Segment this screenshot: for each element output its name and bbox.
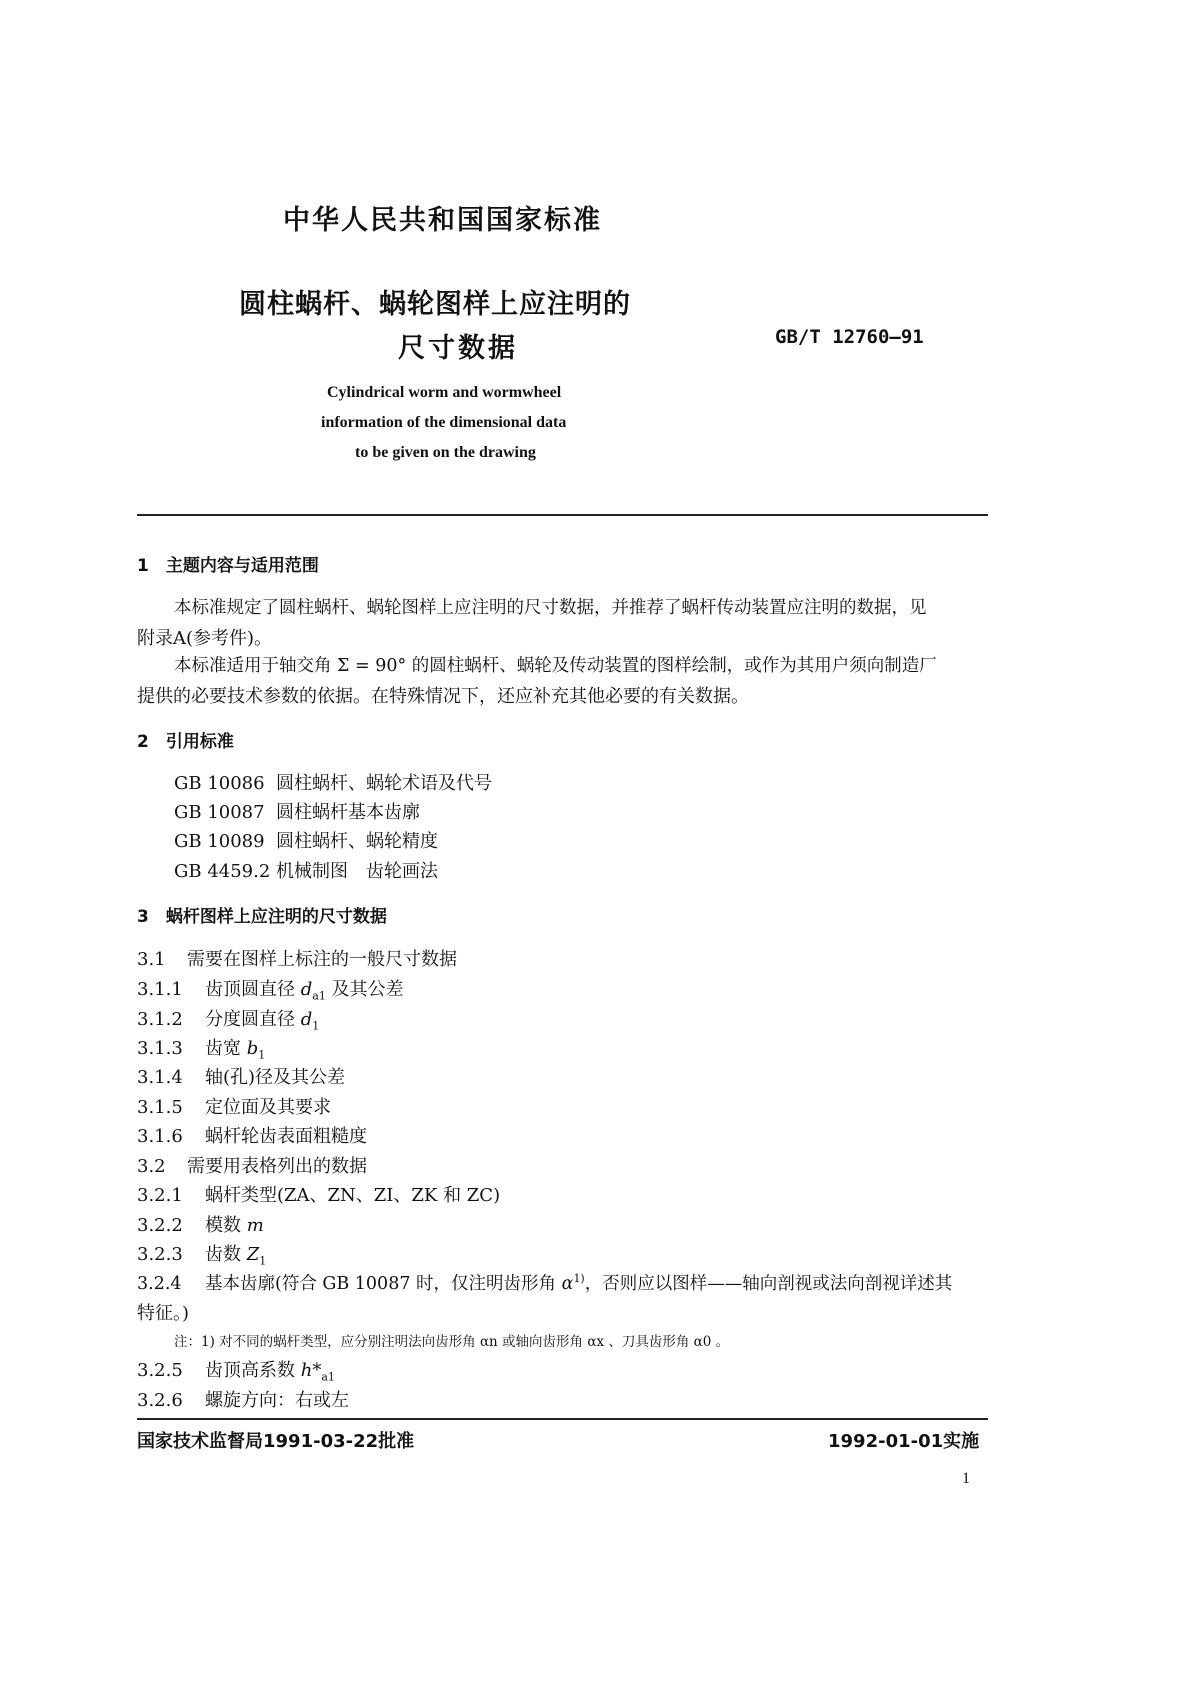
ref-code: GB 10089 [174,831,265,852]
standard-number: GB/T 12760—91 [775,326,924,348]
item-text: 齿顶高系数 [205,1360,295,1381]
symbol-subscript: 1 [312,1019,320,1033]
ref-code: GB 4459.2 [174,861,271,882]
item-text: 蜗杆类型(ZA、ZN、ZI、ZK 和 ZC) [205,1185,501,1206]
cn-title-line1: 圆柱蜗杆、蜗轮图样上应注明的 [239,289,631,320]
symbol: h* [300,1360,322,1381]
item-text: 齿顶圆直径 [205,979,295,1000]
item-num: 3.1.1 [137,979,183,1000]
item-num: 3.1.4 [137,1067,183,1088]
implementation-date: 1992-01-01实施 [828,1431,980,1452]
ref-title: 圆柱蜗杆、蜗轮精度 [276,831,438,852]
en-title-line3: to be given on the drawing [355,444,536,461]
item-3-2-6 [137,1386,349,1412]
item-text-cont: ，否则应以图样——轴向剖视或法向剖视详述其 [584,1274,953,1294]
item-text: 模数 [205,1215,241,1236]
item-3-2-4-line1 [137,1270,952,1295]
item-after: 及其公差 [331,979,404,1000]
item-text: 基本齿廓(符合 GB 10087 时，仅注明齿形角 [205,1274,557,1294]
symbol: b [246,1038,259,1059]
item-num: 3.1 [137,949,166,970]
item-num: 3.1.3 [137,1038,183,1059]
ref-title: 圆柱蜗杆基本齿廓 [276,802,420,823]
item-text: 定位面及其要求 [205,1097,331,1118]
sec2-heading: 2 引用标准 [137,732,234,752]
item-3-1-5 [137,1093,331,1119]
ref-title: 机械制图 齿轮画法 [276,861,438,882]
item-text: 轴(孔)径及其公差 [205,1067,346,1088]
item-3-2 [137,1152,367,1178]
symbol: d [300,979,313,1000]
page-number: 1 [962,1470,970,1487]
item-num: 3.2 [137,1156,166,1177]
sec1-p2-line2: 提供的必要技术参数的依据。在特殊情况下，还应补充其他必要的有关数据。 [137,686,749,707]
item-3-1-4 [137,1063,345,1089]
alpha-symbol: α [561,1274,574,1294]
item-3-2-4-line2: 特征。) [137,1303,190,1324]
cn-title-line2: 尺寸数据 [398,333,518,364]
ref-code: GB 10087 [174,802,265,823]
item-text: 齿数 [205,1244,241,1265]
approval-date: 国家技术监督局1991-03-22批准 [137,1431,415,1452]
item-text: 需要用表格列出的数据 [187,1156,367,1177]
item-3-2-2 [137,1211,264,1237]
ref-title: 圆柱蜗杆、蜗轮术语及代号 [276,773,492,794]
item-3-1 [137,945,457,971]
item-num: 3.2.4 [137,1274,182,1294]
item-text: 螺旋方向：右或左 [205,1390,349,1411]
item-num: 3.2.6 [137,1390,183,1411]
symbol: Z [246,1244,260,1265]
org-title: 中华人民共和国国家标准 [283,205,602,236]
item-num: 3.1.5 [137,1097,183,1118]
item-num: 3.2.2 [137,1215,183,1236]
item-num: 3.2.1 [137,1185,183,1206]
footnote: 注：1) 对不同的蜗杆类型，应分别注明法向齿形角 αn 或轴向齿形角 αx 、刀具齿形角 α0 。 [174,1334,730,1350]
item-num: 3.2.3 [137,1244,183,1265]
ref-item [174,769,492,795]
item-text: 齿宽 [205,1038,241,1059]
ref-item [174,827,438,853]
en-title-line2: information of the dimensional data [321,414,567,431]
ref-code: GB 10086 [174,773,265,794]
item-num: 3.2.5 [137,1360,183,1381]
symbol-subscript: a1 [321,1370,335,1384]
ref-item [174,857,438,883]
sec1-p1-line2: 附录A(参考件)。 [137,628,273,649]
item-3-2-3 [137,1240,266,1268]
item-3-1-3 [137,1034,265,1062]
item-3-2-1 [137,1181,500,1207]
sec1-p1-line1: 本标准规定了圆柱蜗杆、蜗轮图样上应注明的尺寸数据，并推荐了蜗杆传动装置应注明的数据，见 [174,598,927,618]
sec1-p2-line1: 本标准适用于轴交角 Σ = 90° 的圆柱蜗杆、蜗轮及传动装置的图样绘制，或作为其用户须向制造厂 [174,656,937,676]
symbol: m [246,1215,264,1236]
item-text: 需要在图样上标注的一般尺寸数据 [187,949,457,970]
bottom-rule [137,1418,988,1420]
item-3-1-2 [137,1005,319,1033]
sec3-heading: 3 蜗杆图样上应注明的尺寸数据 [137,907,387,927]
symbol: d [300,1009,313,1030]
footnote-ref: 1) [573,1272,585,1286]
top-rule [137,514,988,516]
item-3-2-5 [137,1356,335,1384]
item-text: 蜗杆轮齿表面粗糙度 [205,1126,367,1147]
item-3-1-1 [137,975,404,1003]
symbol-subscript: a1 [312,989,326,1003]
item-num: 3.1.2 [137,1009,183,1030]
symbol-subscript: 1 [258,1048,266,1062]
item-text: 分度圆直径 [205,1009,295,1030]
item-3-1-6 [137,1122,367,1148]
sec1-heading: 1 主题内容与适用范围 [137,556,319,576]
en-title-line1: Cylindrical worm and wormwheel [327,384,562,401]
ref-item [174,798,420,824]
item-num: 3.1.6 [137,1126,183,1147]
symbol-subscript: 1 [259,1254,267,1268]
